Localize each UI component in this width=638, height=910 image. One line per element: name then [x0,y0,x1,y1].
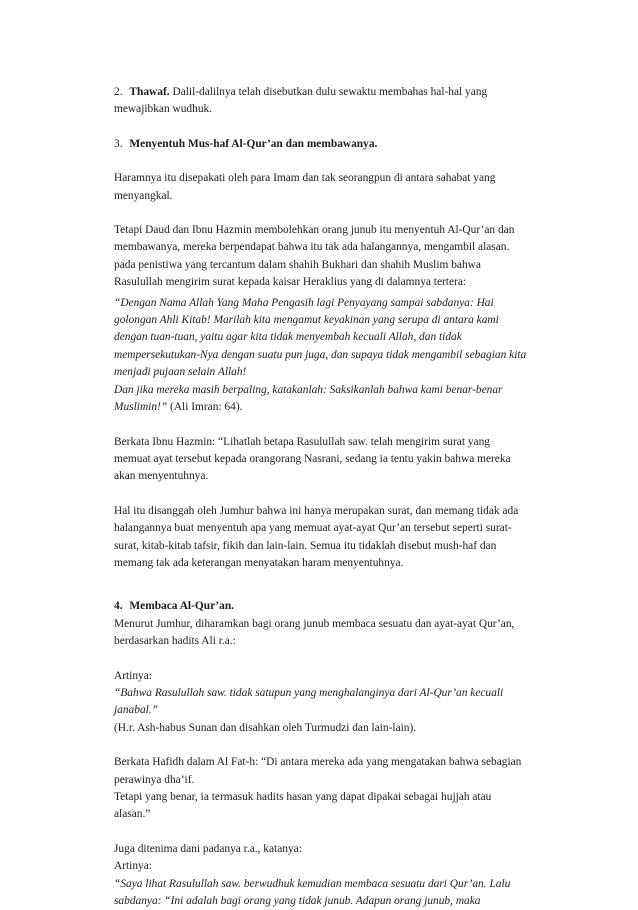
quote-reference: (Ali Imran: 64). [167,401,243,414]
section-text: Dalil-dalilnya telah disebutkan dulu sewaktu membahas hal-hal yang mewajibkan wudhuk. [114,86,488,116]
thawaf-paragraph [114,84,528,119]
membaca-paragraph-3: Juga ditenima dani padanya r.a., katanya: [114,842,302,855]
section-number: 2. [114,86,123,98]
quote-ali-imran [114,382,528,417]
section-title: Membaca Al-Qur’an. [129,600,235,613]
membaca-paragraph-1: Menurut Jumhur, diharamkan bagi orang junub membaca sesuatu dan ayat-ayat Qur’an, berdasarkan hadits Ali r.a.: [114,617,515,648]
membaca-heading [114,598,528,615]
artinya-label: Artinya: [114,860,152,873]
membaca-paragraph-2a: Berkata Hafidh dalam Al Fat-h: “Di antara mereka ada yang mengatakan bahwa sebagian perawinya dha’if. [114,756,522,786]
section-number: 4. [114,600,123,613]
quote-wudhuk: “Saya lihat Rasulullah saw. berwudhuk kemudian membaca sesuatu dari Qur’an. Lalu sabdanya: “Ini adalah bagi orang yang tidak junub. Adapun orang junub, maka [114,877,511,908]
menyentuh-paragraph-1: Haramnya itu disepakati oleh para Imam dan tak seorangpun di antara sahabat yang menyangkal. [114,172,496,202]
membaca-paragraph-2b: Tetapi yang benar, ia termasuk hadits hasan yang dapat dipakai sebagai hujjah atau alasan.” [114,791,492,821]
quote-heraklius: “Dengan Nama Allah Yang Maha Pengasih lagi Penyayang sampai sabdanya: Hai golongan Ahli Kitab! Marilah kita mengamut keyakinan yang serupa di antara kami dengan tuan-tuan, yaitu agar kita tidak menyembah kecuali Allah, dan tidak mempersekutukan-Nya dengan suatu pun juga, dan supaya tidak mengambil sebagian kita menjadi pujaan selain Allah! [114,296,527,379]
menyentuh-heading [114,136,528,153]
artinya-label: Artinya: [114,669,152,682]
section-number: 3. [114,137,123,150]
quote-hadits-ali: “Bahwa Rasulullah saw. tidak satupun yang menghalanginya dari Al-Qur’an kecuali janabal.” [114,686,504,717]
menyentuh-paragraph-3: Berkata Ibnu Hazmin: “Lihatlah betapa Rasulullah saw. telah mengirim surat yang memuat ayat tersebut kepada orangorang Nasrani, sedang ia tentu yakin bahwa mereka akan menyentuhnya. [114,435,511,483]
section-title: Menyentuh Mus-haf Al-Qur’an dan membawanya. [129,137,378,150]
hadits-reference: (H.r. Ash-habus Sunan dan disahkan oleh Turmudzi dan lain-lain). [114,721,417,734]
menyentuh-paragraph-4: Hal itu disanggah oleh Jumhur bahwa ini hanya merupakan surat, dan memang tidak ada halangannya buat menyentuh apa yang memuat ayat-ayat Qur’an tersebut seperti surat-surat, kitab-kitab tafsir, fikih dan lain-lain. Semua itu tidaklah disebut mush-haf dan memang tak ada keterangan menyatakan haram menyentuhnya. [114,504,519,569]
section-title: Thawaf. [129,86,170,98]
menyentuh-paragraph-2: Tetapi Daud dan Ibnu Hazmin membolehkan orang junub itu menyentuh Al-Qur’an dan membawanya, mereka berpendapat bahwa itu tak ada halangannya, mengambil alasan. pada penistiwa yang tercantum dalam shahih Bukhari dan shahih Muslim bahwa Rasulullah mengirim surat kepada kaisar Heraklius yang di dalamnya tertera: [114,224,515,289]
document-page [114,84,528,910]
quote-text: Dan jika mereka masih berpaling, katakanlah: Saksikanlah bahwa kami benar-benar Muslimin!” [114,383,503,414]
